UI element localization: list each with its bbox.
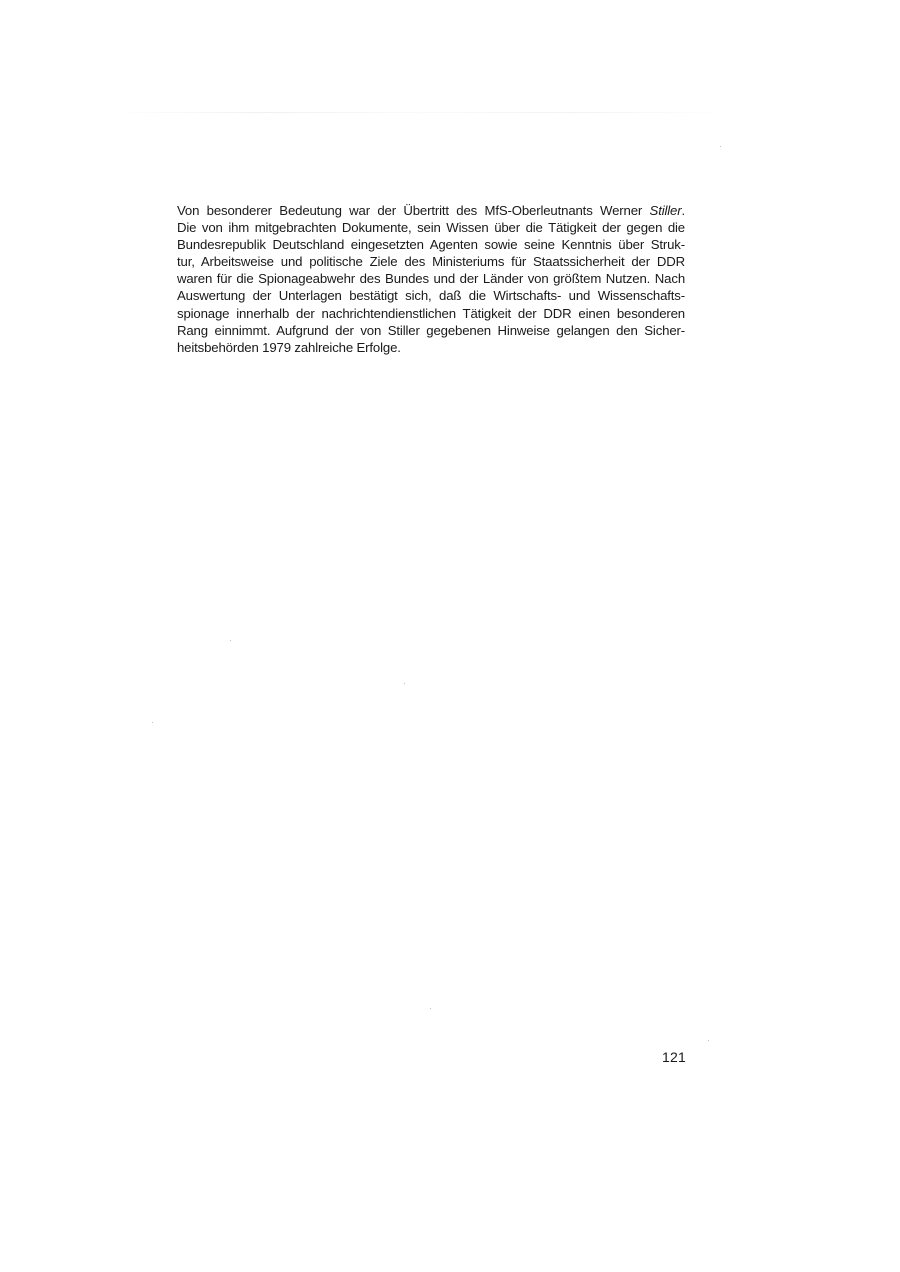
- scan-speck: [230, 640, 231, 641]
- paragraph-line-1: [177, 202, 685, 219]
- paragraph-line-8: Rang einnimmt. Aufgrund der von Stiller gegebenen Hinweise gelangen den Sicher-: [177, 322, 685, 338]
- paragraph-line-5: waren für die Spionageabwehr des Bundes und der Länder von größtem Nutzen. Nach: [177, 271, 685, 287]
- paragraph-line-9: heitsbehörden 1979 zahlreiche Erfolge.: [177, 339, 401, 355]
- scan-speck: [152, 722, 153, 723]
- name-stiller-italic: Stiller: [649, 203, 682, 218]
- scan-speck: [708, 1040, 709, 1041]
- paragraph-line-3: Bundesrepublik Deutschland eingesetzten Agenten sowie seine Kenntnis über Struk-: [177, 237, 685, 253]
- paragraph-line-6: Auswertung der Unterlagen bestätigt sich, daß die Wirtschafts- und Wissenschafts-: [177, 288, 685, 304]
- scan-speck: [720, 146, 721, 147]
- scan-speck: [404, 683, 405, 684]
- paragraph-line-7: spionage innerhalb der nachrichtendienstlichen Tätigkeit der DDR einen besonderen: [177, 305, 685, 321]
- body-paragraph: [177, 202, 685, 356]
- page-number: 121: [662, 1049, 686, 1065]
- line-1-prefix: Von besonderer Bedeutung war der Übertritt des MfS-Oberleutnants Werner: [177, 203, 650, 218]
- scan-speck: [430, 1008, 431, 1009]
- scan-edge-artifact: [110, 112, 730, 113]
- paragraph-line-2: Die von ihm mitgebrachten Dokumente, sein Wissen über die Tätigkeit der gegen die: [177, 220, 685, 236]
- paragraph-line-4: tur, Arbeitsweise und politische Ziele des Ministeriums für Staatssicherheit der DDR: [177, 254, 685, 270]
- line-1-suffix: .: [681, 203, 685, 218]
